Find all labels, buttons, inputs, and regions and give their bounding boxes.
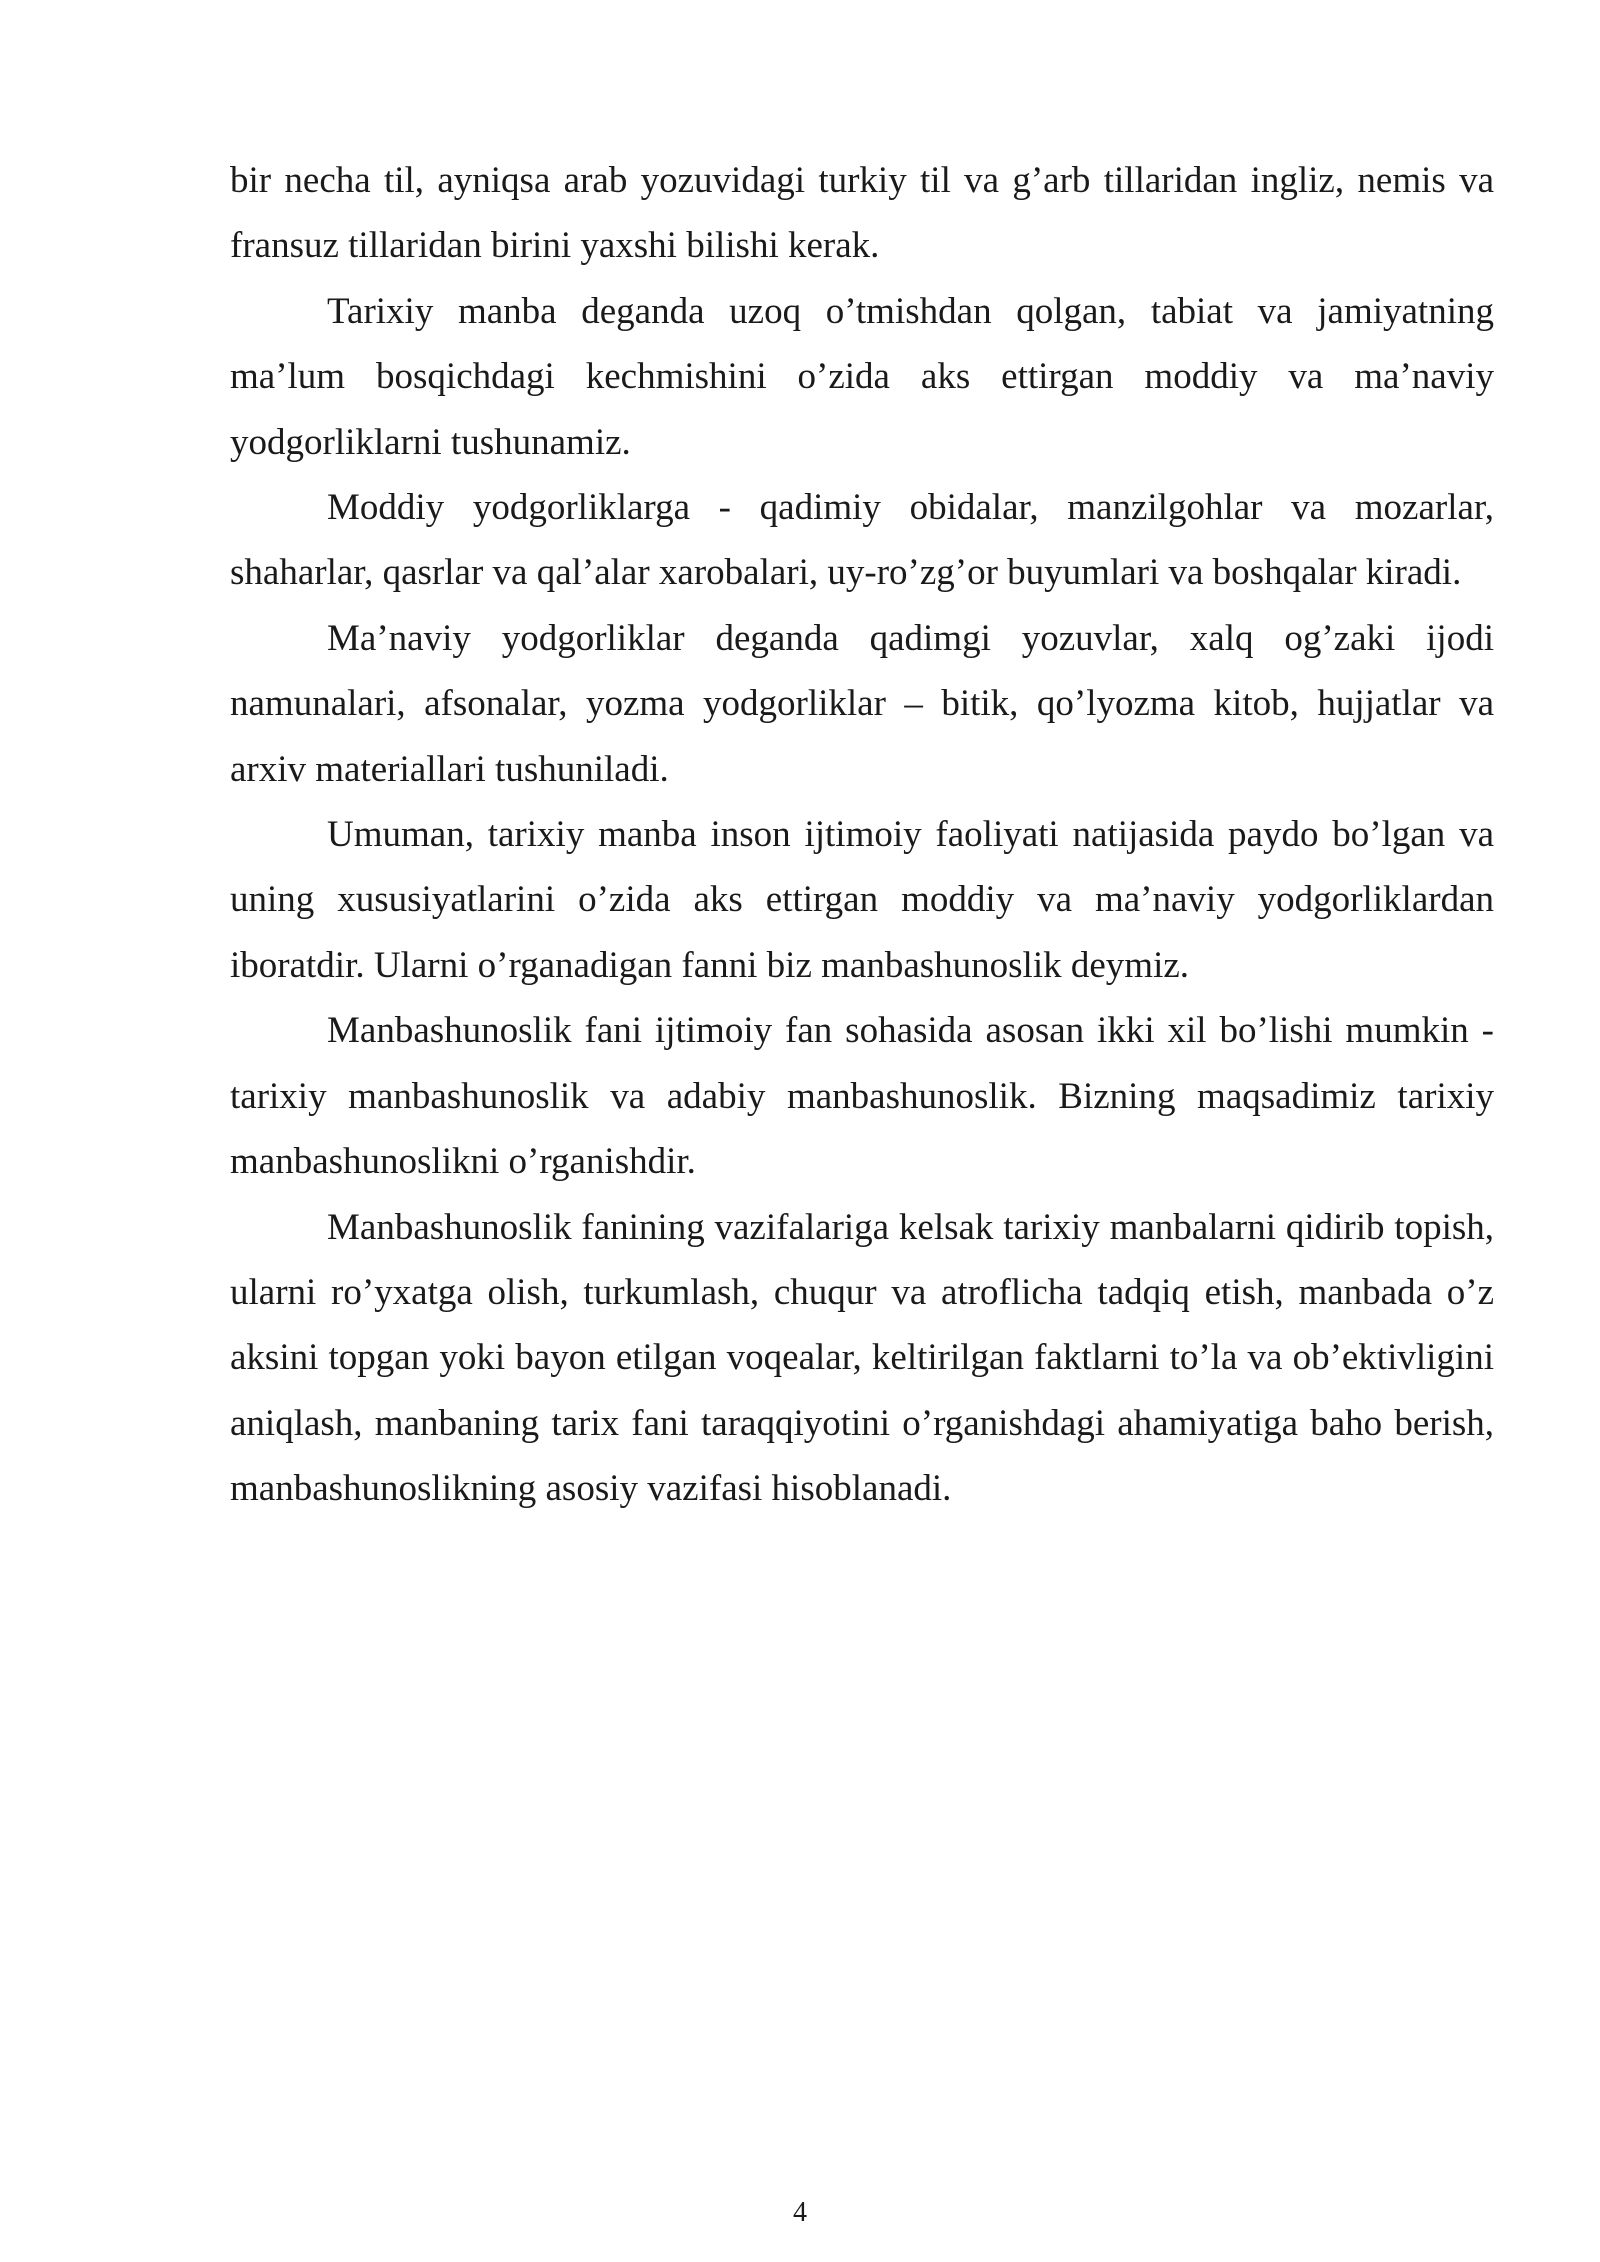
paragraph-source-studies-tasks: Manbashunoslik fanining vazifalariga kelsak tarixiy manbalarni qidirib topish, ularni ro’yxatga olish, turkumlash, chuqur va atroflicha tadqiq etish, manbada o’z aksini topgan yoki bayon etilgan voqealar, keltirilgan faktlarni to’la va ob’ektivligini aniqlash, manbaning tarix fani taraqqiyotini o’rganishdagi ahamiyatiga baho berish, manbashunoslikning asosiy vazifasi hisoblanadi. bbox=[230, 1206, 1494, 1510]
document-body bbox=[230, 148, 1494, 1522]
paragraph-material-monuments: Moddiy yodgorliklarga - qadimiy obidalar, manzilgohlar va mozarlar, shaharlar, qasrlar va qal’alar xarobalari, uy-ro’zg’or buyumlari va boshqalar kiradi. bbox=[230, 487, 1494, 594]
paragraph-source-studies-types: Manbashunoslik fani ijtimoiy fan sohasida asosan ikki xil bo’lishi mumkin - tarixiy manbashunoslik va adabiy manbashunoslik. Bizning maqsadimiz tarixiy manbashunoslikni o’rganishdir. bbox=[230, 1010, 1494, 1183]
page-number: 4 bbox=[793, 2197, 807, 2228]
paragraph-summary: Umuman, tarixiy manba inson ijtimoiy faoliyati natijasida paydo bo’lgan va uning xususiyatlarini o’zida aks ettirgan moddiy va ma’naviy yodgorliklardan iboratdir. Ularni o’rganadigan fanni biz manbashunoslik deymiz. bbox=[230, 814, 1494, 986]
paragraph-historical-source-definition: Tarixiy manba deganda uzoq o’tmishdan qolgan, tabiat va jamiyatning ma’lum bosqichdagi kechmishini o’zida aks ettirgan moddiy va ma’naviy yodgorliklarni tushunamiz. bbox=[230, 290, 1494, 463]
paragraph-spiritual-monuments: Ma’naviy yodgorliklar deganda qadimgi yozuvlar, xalq og’zaki ijodi namunalari, afsonalar, yozma yodgorliklar – bitik, qo’lyozma kitob, hujjatlar va arxiv materiallari tushuniladi. bbox=[230, 617, 1494, 790]
paragraph-continuation: bir necha til, ayniqsa arab yozuvidagi turkiy til va g’arb tillaridan ingliz, nemis va fransuz tillaridan birini yaxshi bilishi kerak. bbox=[230, 160, 1494, 267]
